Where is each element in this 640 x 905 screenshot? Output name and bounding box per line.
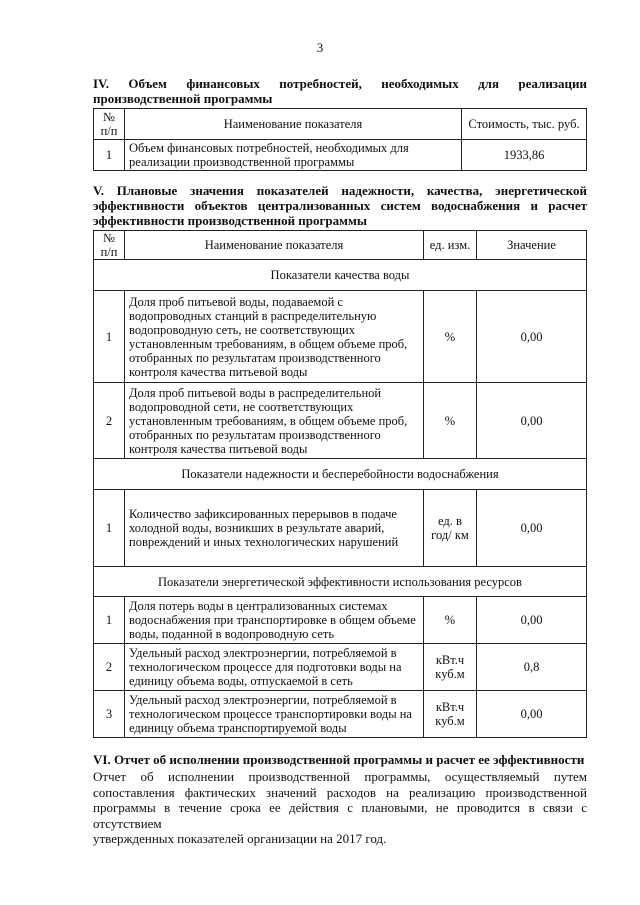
row-value: 0,8 bbox=[477, 644, 587, 691]
section-6-paragraph: Отчет об исполнении производственной программы, осуществляемый путем сопоставления фактических значений расходов на реализацию производственной программы в течение срока ее действия с плановыми, не проводится в связи с отсутствием утвержденных показателей организации на 2017 год. bbox=[93, 769, 587, 846]
column-header-cost: Стоимость, тыс. руб. bbox=[462, 109, 587, 140]
row-unit: % bbox=[424, 597, 477, 644]
table-row bbox=[94, 597, 587, 644]
page-number: 3 bbox=[316, 40, 324, 55]
indicators-table bbox=[93, 230, 587, 738]
column-header-num: № п/п bbox=[94, 231, 125, 260]
row-name: Количество зафиксированных перерывов в подаче холодной воды, возникших в результате аварий, повреждений и иных технологических нарушений bbox=[125, 490, 424, 567]
row-name: Доля потерь воды в централизованных системах водоснабжения при транспортировке в общем объеме воды, поданной в водопроводную сеть bbox=[125, 597, 424, 644]
row-num: 1 bbox=[94, 291, 125, 383]
row-name: Объем финансовых потребностей, необходимых для реализации производственной программы bbox=[125, 140, 462, 171]
row-num: 2 bbox=[94, 644, 125, 691]
row-num: 1 bbox=[94, 597, 125, 644]
table-header-row bbox=[94, 231, 587, 260]
row-name: Доля проб питьевой воды в распределительной водопроводной сети, не соответствующих установленным требованиям, в общем объеме проб, отобранных по результатам производственного контроля качества питьевой воды bbox=[125, 383, 424, 459]
column-header-value: Значение bbox=[477, 231, 587, 260]
row-unit: кВт.ч куб.м bbox=[424, 691, 477, 738]
group-title-energy: Показатели энергетической эффективности использования ресурсов bbox=[94, 567, 587, 597]
group-title-reliability: Показатели надежности и бесперебойности водоснабжения bbox=[94, 459, 587, 490]
group-row-quality bbox=[94, 260, 587, 291]
table-row bbox=[94, 383, 587, 459]
section-6-heading: VI. Отчет об исполнении производственной программы и расчет ее эффективности bbox=[93, 752, 585, 767]
row-name: Удельный расход электроэнергии, потребляемой в технологическом процессе для подготовки воды на единицу объема воды, отпускаемой в сеть bbox=[125, 644, 424, 691]
section-4-heading: IV. Объем финансовых потребностей, необходимых для реализации производственной программы bbox=[93, 76, 587, 106]
group-title-quality: Показатели качества воды bbox=[94, 260, 587, 291]
table-row bbox=[94, 291, 587, 383]
row-unit: ед. в год/ км bbox=[424, 490, 477, 567]
row-value: 0,00 bbox=[477, 490, 587, 567]
row-num: 3 bbox=[94, 691, 125, 738]
row-value: 0,00 bbox=[477, 291, 587, 383]
group-row-reliability bbox=[94, 459, 587, 490]
section-5-heading: V. Плановые значения показателей надежности, качества, энергетической эффективности объектов централизованных систем водоснабжения и расчет эффективности производственной программы bbox=[93, 183, 587, 228]
table-row bbox=[94, 490, 587, 567]
group-row-energy bbox=[94, 567, 587, 597]
row-value: 0,00 bbox=[477, 691, 587, 738]
column-header-num: № п/п bbox=[94, 109, 125, 140]
row-num: 2 bbox=[94, 383, 125, 459]
row-unit: % bbox=[424, 383, 477, 459]
row-cost: 1933,86 bbox=[462, 140, 587, 171]
table-row bbox=[94, 691, 587, 738]
column-header-unit: ед. изм. bbox=[424, 231, 477, 260]
row-unit: % bbox=[424, 291, 477, 383]
financial-needs-table bbox=[93, 108, 587, 171]
row-value: 0,00 bbox=[477, 597, 587, 644]
row-name: Удельный расход электроэнергии, потребляемой в технологическом процессе транспортировки воды на единицу объема транспортируемой воды bbox=[125, 691, 424, 738]
table-header-row bbox=[94, 109, 587, 140]
row-unit: кВт.ч куб.м bbox=[424, 644, 477, 691]
row-num: 1 bbox=[94, 140, 125, 171]
column-header-name: Наименование показателя bbox=[125, 109, 462, 140]
row-num: 1 bbox=[94, 490, 125, 567]
row-value: 0,00 bbox=[477, 383, 587, 459]
table-row bbox=[94, 644, 587, 691]
row-name: Доля проб питьевой воды, подаваемой с водопроводных станций в распределительную водопроводную сеть, не соответствующих установленным требованиям, в общем объеме проб, отобранных по результатам производственного контроля качества питьевой воды bbox=[125, 291, 424, 383]
column-header-name: Наименование показателя bbox=[125, 231, 424, 260]
table-row bbox=[94, 140, 587, 171]
